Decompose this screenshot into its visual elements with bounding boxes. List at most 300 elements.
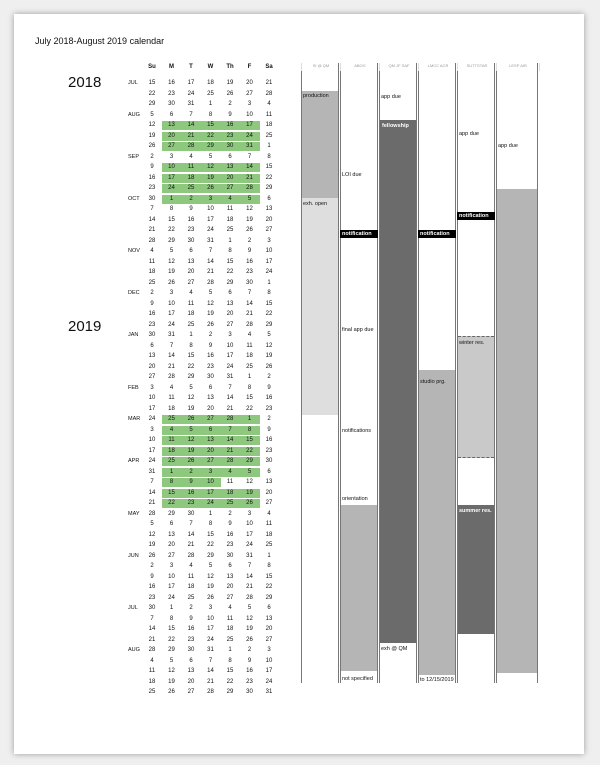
date-cell: 15	[187, 353, 195, 359]
date-cell: 1	[169, 605, 174, 611]
date-cell: 24	[148, 458, 156, 464]
date-cell: 7	[247, 153, 252, 160]
date-cell: 19	[240, 489, 260, 498]
date-cell: 9	[247, 248, 252, 254]
date-cell: 12	[181, 436, 201, 445]
event-label: app due	[459, 131, 479, 137]
date-cell: 17	[148, 447, 156, 454]
date-cell: 10	[207, 206, 214, 212]
date-cell: 7	[169, 342, 174, 349]
event-label: production	[303, 93, 329, 99]
date-cell: 10	[207, 615, 214, 622]
date-cell: 26	[148, 552, 156, 559]
date-cell: 12	[148, 122, 156, 128]
date-cell: 15	[168, 626, 175, 632]
date-cell: 6	[267, 468, 271, 475]
date-cell: 12	[201, 163, 221, 172]
date-cell: 2	[181, 468, 201, 477]
date-cell: 7	[220, 426, 240, 435]
date-cell: 20	[220, 174, 240, 183]
exhibition-block	[302, 198, 338, 415]
date-cell: 7	[247, 563, 252, 569]
date-cell: 3	[169, 563, 174, 569]
date-cell: 28	[148, 237, 156, 244]
date-cell: 26	[240, 499, 260, 508]
date-cell: 14	[181, 121, 201, 130]
date-cell: 19	[265, 353, 273, 359]
date-cell: 14	[148, 216, 156, 223]
date-cell: 19	[168, 678, 175, 685]
column-header: QM JF SAF	[379, 63, 419, 71]
event-label: fellowship	[382, 123, 409, 129]
date-cell: 3	[201, 468, 221, 477]
date-cell: 4	[267, 510, 271, 517]
date-cell: 19	[246, 626, 253, 632]
date-cell: 17	[207, 626, 214, 632]
date-cell: 22	[265, 311, 273, 317]
date-cell: 10	[168, 573, 175, 580]
date-cell: 19	[226, 80, 234, 86]
date-cell: 11	[148, 258, 156, 265]
date-cell: 30	[187, 647, 195, 653]
date-cell: 26	[246, 636, 253, 643]
date-cell: 21	[220, 447, 240, 456]
date-cell: 30	[148, 332, 156, 338]
event-bar: notification	[340, 230, 378, 238]
date-cell: 21	[240, 174, 260, 183]
date-cell: 15	[162, 489, 182, 498]
date-cell: 1	[162, 195, 182, 204]
date-cell: 31	[148, 468, 156, 475]
date-cell: 18	[168, 405, 175, 412]
date-cell: 30	[226, 552, 234, 559]
date-cell: 12	[265, 342, 273, 349]
date-cell: 25	[246, 363, 253, 370]
date-cell: 30	[246, 689, 253, 695]
date-cell: 12	[148, 531, 156, 538]
date-cell: 27	[187, 689, 195, 695]
date-cell: 9	[267, 426, 271, 433]
date-cell: 22	[148, 90, 156, 97]
date-cell: 27	[265, 636, 273, 643]
date-cell: 26	[181, 415, 201, 424]
date-cell: 22	[201, 132, 221, 141]
date-cell: 29	[148, 101, 156, 107]
date-cell: 31	[240, 142, 260, 151]
date-cell: 31	[207, 237, 214, 244]
date-cell: 29	[226, 689, 234, 695]
date-cell: 22	[226, 678, 234, 685]
date-cell: 28	[207, 279, 214, 286]
date-cell: 11	[265, 521, 273, 527]
date-cell: 7	[208, 657, 213, 664]
date-cell: 20	[168, 542, 175, 548]
date-cell: 28	[220, 457, 240, 466]
date-cell: 9	[181, 478, 201, 487]
date-cell: 13	[201, 436, 221, 445]
winter-residency-block	[458, 336, 494, 458]
date-cell: 24	[207, 227, 214, 233]
date-cell: 12	[246, 479, 253, 485]
date-cell: 21	[207, 269, 214, 275]
month-label: MAY	[128, 510, 140, 517]
date-cell: 25	[162, 415, 182, 424]
date-cell: 15	[226, 258, 234, 265]
date-cell: 11	[226, 206, 234, 212]
date-cell: 28	[220, 415, 240, 424]
date-cell: 3	[150, 426, 154, 433]
date-cell: 20	[265, 216, 273, 223]
date-cell: 5	[208, 290, 213, 296]
date-cell: 13	[226, 573, 234, 580]
date-cell: 5	[150, 521, 154, 527]
date-cell: 27	[187, 279, 195, 286]
date-cell: 6	[267, 605, 271, 611]
date-cell: 9	[228, 111, 232, 118]
date-cell: 12	[246, 615, 253, 622]
date-cell: 18	[148, 269, 156, 275]
date-cell: 27	[246, 90, 253, 97]
date-cell: 2	[150, 563, 154, 569]
year-label-2018: 2018	[68, 74, 102, 91]
month-label: JUL	[128, 605, 138, 611]
date-cell: 10	[148, 395, 156, 401]
date-cell: 4	[228, 605, 232, 611]
date-cell: 27	[226, 594, 234, 601]
date-cell: 14	[168, 353, 175, 359]
date-cell: 14	[207, 668, 214, 674]
date-cell: 17	[265, 258, 273, 265]
date-cell: 8	[208, 521, 213, 527]
date-cell: 4	[150, 248, 154, 254]
date-cell: 14	[246, 300, 253, 307]
date-cell: 25	[148, 689, 156, 695]
lesp-air-block	[497, 189, 537, 673]
date-cell: 30	[148, 195, 156, 202]
date-cell: 16	[226, 531, 234, 538]
column-header: ABOG	[340, 63, 380, 71]
date-cell: 15	[265, 164, 273, 170]
date-cell: 24	[201, 499, 221, 508]
event-label: app due	[381, 94, 401, 100]
date-cell: 5	[240, 195, 260, 204]
date-cell: 27	[201, 415, 221, 424]
date-cell: 14	[207, 258, 214, 265]
date-cell: 27	[220, 184, 240, 193]
date-cell: 30	[220, 142, 240, 151]
event-label: to 12/15/2019	[420, 677, 454, 683]
event-bar: notification	[418, 230, 456, 238]
date-cell: 2	[208, 332, 213, 338]
date-cell: 13	[162, 121, 182, 130]
event-label: exh. open	[303, 201, 328, 207]
date-cell: 29	[265, 185, 273, 191]
date-cell: 7	[228, 384, 232, 391]
date-cell: 15	[226, 668, 234, 674]
date-cell: 1	[247, 374, 252, 380]
date-cell: 25	[265, 542, 273, 548]
date-cell: 5	[169, 657, 174, 664]
date-cell: 19	[207, 584, 214, 590]
date-cell: 1	[267, 279, 271, 286]
date-cell: 18	[162, 447, 182, 456]
weekday-label: W	[207, 64, 214, 70]
date-cell: 20	[148, 363, 156, 370]
date-cell: 6	[228, 153, 232, 160]
date-cell: 6	[189, 657, 193, 664]
date-cell: 7	[150, 479, 154, 485]
date-cell: 21	[226, 405, 234, 412]
date-cell: 17	[168, 311, 175, 317]
event-label: exh @ QM	[381, 646, 408, 652]
date-cell: 12	[187, 395, 195, 401]
date-cell: 16	[220, 121, 240, 130]
date-cell: 9	[189, 206, 193, 212]
date-cell: 3	[208, 605, 213, 611]
month-label: MAR	[128, 416, 141, 422]
date-cell: 16	[207, 353, 214, 359]
date-cell: 26	[226, 90, 234, 97]
year-label-2019: 2019	[68, 318, 102, 335]
date-cell: 15	[201, 121, 221, 130]
month-label: AUG	[128, 647, 140, 653]
date-cell: 4	[267, 101, 271, 107]
date-cell: 8	[240, 426, 260, 435]
date-cell: 29	[187, 374, 195, 380]
date-cell: 7	[208, 248, 213, 254]
date-cell: 19	[168, 269, 175, 275]
date-cell: 25	[226, 227, 234, 233]
date-cell: 16	[187, 626, 195, 632]
month-label: OCT	[128, 195, 140, 202]
date-cell: 11	[148, 668, 156, 674]
date-cell: 28	[168, 374, 175, 380]
date-cell: 10	[246, 111, 253, 118]
date-cell: 13	[265, 479, 273, 485]
date-cell: 5	[208, 153, 213, 160]
date-cell: 9	[228, 521, 232, 527]
date-cell: 29	[168, 510, 175, 517]
date-cell: 23	[148, 185, 156, 191]
date-cell: 19	[148, 132, 156, 139]
date-cell: 25	[187, 321, 195, 328]
date-cell: 26	[148, 143, 156, 149]
date-cell: 3	[169, 290, 174, 296]
date-cell: 17	[187, 80, 195, 86]
weekday-label: Sa	[265, 64, 273, 70]
date-cell: 30	[187, 237, 195, 244]
date-cell: 23	[148, 594, 156, 601]
date-cell: 1	[240, 415, 260, 424]
date-cell: 18	[226, 216, 234, 223]
date-cell: 29	[240, 457, 260, 466]
date-cell: 5	[247, 605, 252, 611]
date-cell: 23	[181, 499, 201, 508]
date-cell: 22	[207, 542, 214, 548]
date-cell: 31	[207, 647, 214, 653]
date-cell: 20	[162, 132, 182, 141]
column-header: LMCC ACR	[418, 63, 458, 71]
date-cell: 28	[181, 142, 201, 151]
date-cell: 23	[207, 363, 214, 370]
date-cell: 22	[168, 636, 175, 643]
date-cell: 22	[265, 584, 273, 590]
date-cell: 16	[265, 395, 273, 401]
date-cell: 4	[189, 290, 193, 296]
date-cell: 18	[220, 489, 240, 498]
date-cell: 3	[267, 237, 271, 244]
date-cell: 24	[187, 90, 195, 97]
date-cell: 15	[207, 531, 214, 538]
date-cell: 6	[208, 384, 213, 391]
date-cell: 16	[187, 216, 195, 223]
date-cell: 25	[162, 457, 182, 466]
date-cell: 8	[208, 111, 213, 118]
date-cell: 23	[168, 90, 175, 97]
date-cell: 5	[181, 426, 201, 435]
date-cell: 31	[168, 332, 175, 338]
column-header: LESP AIR	[496, 63, 540, 71]
date-cell: 7	[247, 290, 252, 296]
date-cell: 9	[247, 657, 252, 664]
date-cell: 4	[220, 468, 240, 477]
date-cell: 8	[267, 563, 271, 569]
date-cell: 4	[220, 195, 240, 204]
date-cell: 19	[207, 311, 214, 317]
date-cell: 1	[208, 510, 213, 517]
date-cell: 5	[240, 468, 260, 477]
date-cell: 30	[265, 458, 273, 464]
date-cell: 26	[168, 689, 175, 695]
date-cell: 24	[148, 416, 156, 422]
date-cell: 19	[181, 447, 201, 456]
date-cell: 22	[246, 405, 253, 412]
date-cell: 26	[181, 457, 201, 466]
date-cell: 31	[265, 689, 273, 695]
date-cell: 1	[228, 237, 232, 244]
date-cell: 26	[265, 363, 273, 370]
date-cell: 1	[267, 552, 271, 559]
date-cell: 24	[168, 321, 175, 328]
date-cell: 28	[187, 552, 195, 559]
date-cell: 30	[187, 510, 195, 517]
date-cell: 27	[265, 500, 273, 506]
date-cell: 21	[207, 678, 214, 685]
date-cell: 23	[246, 678, 253, 685]
date-cell: 16	[181, 489, 201, 498]
date-cell: 8	[169, 206, 174, 212]
date-cell: 23	[265, 405, 273, 412]
date-cell: 18	[246, 353, 253, 359]
date-cell: 9	[208, 342, 213, 349]
date-cell: 25	[226, 636, 234, 643]
date-cell: 20	[207, 405, 214, 412]
date-cell: 12	[168, 668, 175, 674]
date-cell: 6	[189, 248, 193, 254]
date-cell: 13	[207, 395, 214, 401]
date-cell: 28	[148, 510, 156, 517]
date-cell: 18	[265, 122, 273, 128]
fellowship-block	[380, 120, 416, 643]
weekday-label: F	[247, 64, 252, 70]
date-cell: 30	[246, 279, 253, 286]
date-cell: 9	[150, 300, 154, 307]
summer-residency-block	[458, 505, 494, 634]
date-cell: 31	[226, 374, 234, 380]
month-label: JUN	[128, 552, 139, 559]
date-cell: 1	[208, 101, 213, 107]
date-cell: 11	[187, 573, 195, 580]
event-label: summer res.	[459, 508, 492, 514]
date-cell: 10	[265, 248, 273, 254]
date-cell: 26	[207, 594, 214, 601]
date-cell: 8	[169, 615, 174, 622]
event-label: final app due	[342, 327, 374, 333]
date-cell: 14	[246, 573, 253, 580]
date-cell: 14	[240, 163, 260, 172]
date-cell: 21	[246, 584, 253, 590]
date-cell: 16	[246, 258, 253, 265]
date-cell: 20	[226, 311, 234, 317]
date-cell: 16	[246, 668, 253, 674]
date-cell: 23	[148, 321, 156, 328]
studio-block	[419, 370, 455, 675]
date-cell: 18	[187, 311, 195, 317]
date-cell: 22	[226, 269, 234, 275]
date-cell: 29	[226, 279, 234, 286]
date-cell: 16	[265, 437, 273, 443]
date-cell: 6	[201, 426, 221, 435]
date-cell: 9	[150, 164, 154, 170]
date-cell: 20	[187, 269, 195, 275]
date-cell: 17	[168, 584, 175, 590]
date-cell: 5	[267, 332, 271, 338]
date-cell: 18	[187, 584, 195, 590]
date-cell: 15	[265, 573, 273, 580]
date-cell: 21	[148, 500, 156, 506]
date-cell: 13	[187, 258, 195, 265]
date-cell: 16	[148, 311, 156, 317]
date-cell: 25	[207, 90, 214, 97]
date-cell: 21	[187, 542, 195, 548]
date-cell: 5	[169, 248, 174, 254]
date-cell: 24	[226, 363, 234, 370]
date-cell: 28	[246, 321, 253, 328]
date-cell: 31	[246, 552, 253, 559]
date-cell: 8	[267, 290, 271, 296]
date-cell: 21	[168, 363, 175, 370]
date-cell: 27	[265, 227, 273, 233]
date-cell: 25	[148, 279, 156, 286]
weekday-label: T	[189, 64, 193, 70]
date-cell: 23	[220, 132, 240, 141]
date-cell: 23	[246, 269, 253, 275]
date-cell: 20	[265, 489, 273, 496]
date-cell: 3	[169, 153, 174, 160]
date-cell: 17	[246, 531, 253, 538]
date-cell: 21	[246, 311, 253, 317]
date-cell: 7	[150, 615, 154, 622]
date-cell: 4	[162, 426, 182, 435]
date-cell: 7	[189, 521, 193, 527]
date-cell: 31	[187, 101, 195, 107]
date-cell: 11	[181, 163, 201, 172]
date-cell: 23	[187, 636, 195, 643]
date-cell: 24	[168, 594, 175, 601]
date-cell: 24	[265, 269, 273, 275]
event-label: notifications	[342, 428, 372, 434]
date-cell: 10	[226, 342, 234, 349]
